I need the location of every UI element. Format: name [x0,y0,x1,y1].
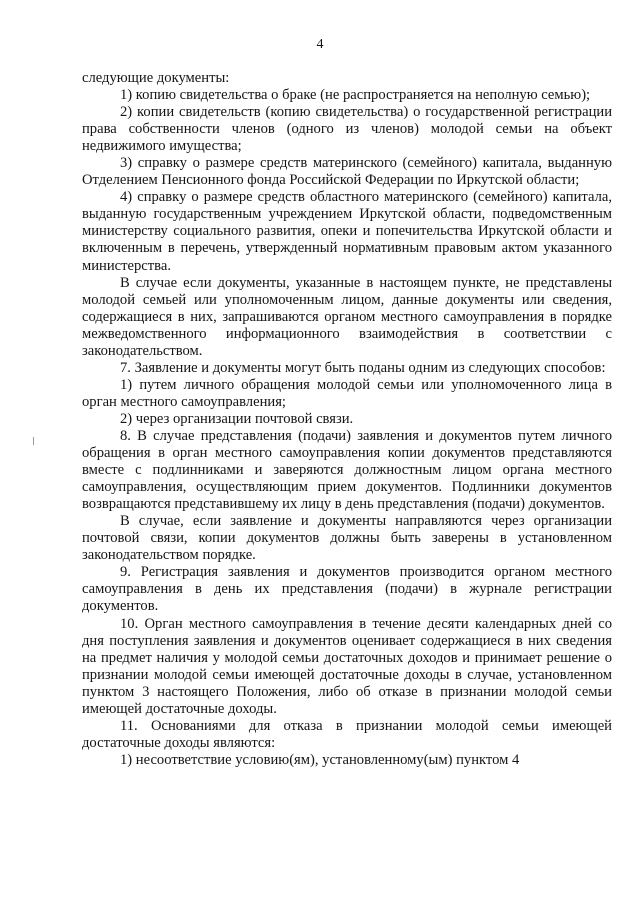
paragraph-item-2: 2) копии свидетельств (копию свидетельства) о государственной регистрации права собственности членов (одного из членов) молодой семьи на объект недвижимого имущества; [82,104,612,155]
paragraph-intro: следующие документы: [82,70,230,86]
paragraph-item-3: 3) справку о размере средств материнского (семейного) капитала, выданную Отделением Пенсионного фонда Российской Федерации по Иркутской области; [82,155,612,189]
paragraph-clause-7: 7. Заявление и документы могут быть поданы одним из следующих способов: [120,359,606,376]
paragraph-clause-11-item-1: 1) несоответствие условию(ям), установленному(ым) пунктом 4 [120,751,520,768]
paragraph-clause-7-item-2: 2) через организации почтовой связи. [120,410,354,427]
document-body [82,70,612,769]
paragraph-clause-9: 9. Регистрация заявления и документов производится органом местного самоуправления в день их представления (подачи) в журнале регистрации документов. [82,564,612,615]
paragraph-clause-7-item-1: 1) путем личного обращения молодой семьи или уполномоченного лица в орган местного самоуправления; [82,376,612,410]
paragraph-interagency-request: В случае если документы, указанные в настоящем пункте, не представлены молодой семьей или уполномоченным лицом, данные документы или сведения, содержащиеся в них, запрашиваются органом местного самоуправления в порядке межведомственного информационного взаимодействия в соответствии с законодательством. [82,274,612,359]
paragraph-clause-8-postal: В случае, если заявление и документы направляются через организации почтовой связи, копии документов должны быть заверены в установленном законодательством порядке. [82,513,612,564]
margin-mark [33,437,34,445]
paragraph-clause-11: 11. Основаниями для отказа в признании молодой семьи имеющей достаточные доходы являются: [82,717,612,751]
paragraph-item-4: 4) справку о размере средств областного материнского (семейного) капитала, выданную государственным учреждением Иркутской области, подведомственным министерству социального развития, опеки и попечительства Иркутской области и включенным в перечень, утвержденный нормативным правовым актом указанного министерства. [82,189,612,274]
paragraph-item-1: 1) копию свидетельства о браке (не распространяется на неполную семью); [120,87,591,104]
page-number: 4 [316,37,324,52]
paragraph-clause-10: 10. Орган местного самоуправления в течение десяти календарных дней со дня поступления заявления и документов оценивает содержащиеся в них сведения на предмет наличия у молодой семьи достаточных доходов и принимает решение о признании молодой семьи имеющей достаточные доходы в случае, установленном пунктом 3 настоящего Положения, либо об отказе в признании молодой семьи имеющей достаточные доходы. [82,615,612,717]
paragraph-clause-8: 8. В случае представления (подачи) заявления и документов путем личного обращения в орган местного самоуправления копии документов представляются вместе с подлинниками и заверяются должностным лицом органа местного самоуправления, осуществляющим прием документов. Подлинники документов возвращаются представившему их лицу в день представления (подачи) документов. [82,427,612,513]
